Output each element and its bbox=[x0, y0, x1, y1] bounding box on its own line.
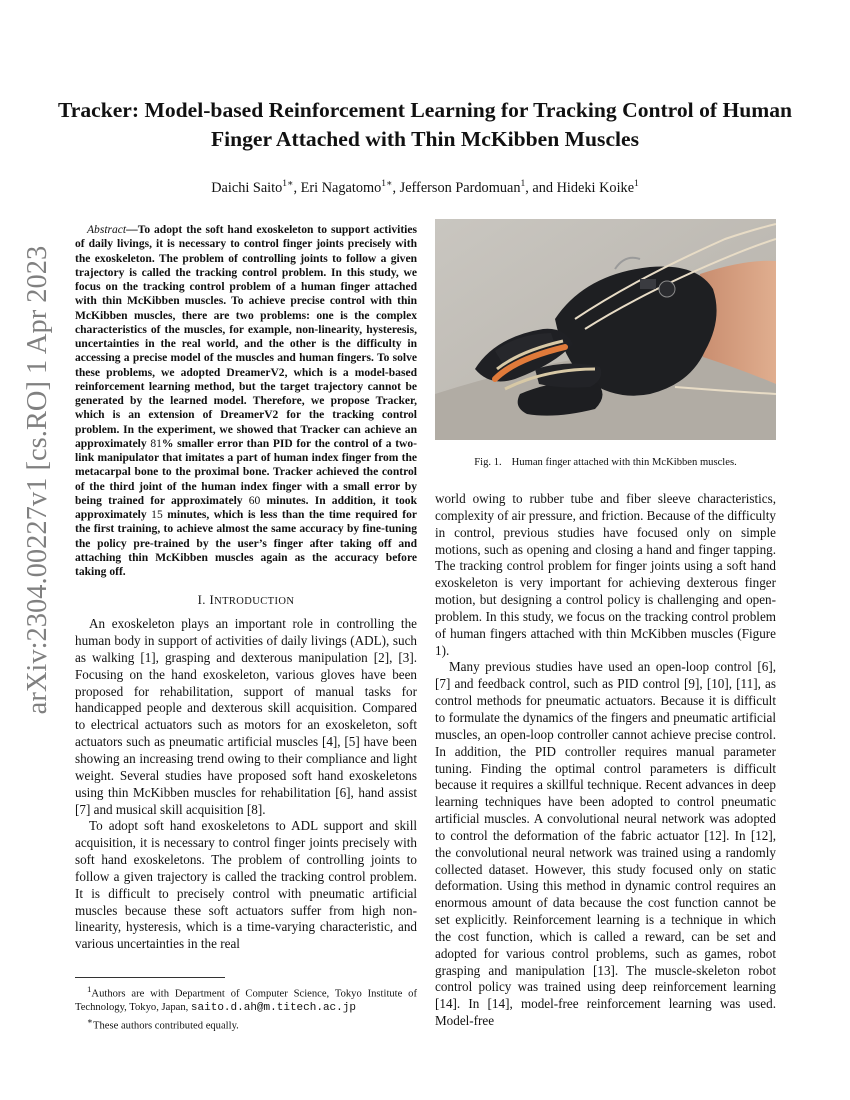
abstract-text: % smaller error than PID for the control of a two-link manipulator that imitates a part of human index finger from the metacarpal bone to the proximal bone. Tracker achieved the control of the third joint of the human index finger with a small error by being trained for approximately bbox=[75, 437, 417, 507]
paper-title: Tracker: Model-based Reinforcement Learning for Tracking Control of Human Finger Attached with Thin McKibben Muscles bbox=[57, 98, 793, 151]
author-email: saito.d.ah@m.titech.ac.jp bbox=[190, 1001, 356, 1014]
footnote-equal-contribution bbox=[75, 1015, 417, 1033]
author-affiliation-mark: 1 bbox=[520, 179, 526, 189]
author-affiliation-mark: 1∗ bbox=[381, 179, 393, 189]
arxiv-identifier-text: arXiv:2304.00227v1 [cs.RO] 1 Apr 2023 bbox=[22, 245, 53, 715]
left-column bbox=[75, 223, 417, 953]
gloved-hand-photo-illustration bbox=[435, 219, 776, 440]
author-affiliation-mark: 1 bbox=[634, 179, 639, 189]
figure-label: Fig. 1. bbox=[474, 457, 502, 468]
figure-1-caption bbox=[435, 456, 776, 469]
body-paragraph: world owing to rubber tube and fiber sleeve characteristics, complexity of air pressure, and friction. Because of the difficulty in control, previous studies have focused only on simple motions, such as opening and closing a hand and finger tapping. The tracking control problem for finger joints using a soft hand exoskeleton is very important for achieving dexterous finger motion, but designing a control policy is challenging and open-problem. In this study, we focus on the tracking control problem of human fingers attached with thin McKibben muscles (Figure 1). bbox=[435, 491, 776, 658]
right-column bbox=[435, 219, 776, 1030]
author-name: Hideki Koike bbox=[556, 179, 635, 196]
figure-caption-text: Human finger attached with thin McKibben muscles. bbox=[511, 457, 737, 468]
author-name: Daichi Saito bbox=[211, 179, 283, 196]
footnote-affiliation bbox=[75, 983, 417, 1015]
abstract-number: 81 bbox=[150, 437, 162, 450]
abstract-number: 15 bbox=[151, 509, 163, 521]
footnote-mark: 1 bbox=[87, 984, 92, 994]
abstract-text: minutes. In addition, it took approximately bbox=[75, 494, 417, 521]
author-separator: , and bbox=[525, 179, 557, 196]
author-affiliation-mark: 1∗ bbox=[282, 179, 294, 189]
footnote-rule bbox=[75, 977, 225, 978]
arxiv-identifier bbox=[16, 245, 60, 715]
section-heading-introduction bbox=[75, 593, 417, 608]
author-separator: , bbox=[293, 179, 301, 196]
abstract-number: 60 bbox=[248, 494, 261, 507]
footnote-equal-text: These authors contributed equally. bbox=[93, 1020, 239, 1032]
section-number: I. bbox=[197, 593, 206, 608]
abstract-text: minutes, which is less than the time required for the first training, to achieve almost the same accuracy by fine-tuning the policy pre-trained by the user’s finger after taking off and attaching thin McKibben muscles again as the accuracy before taking off. bbox=[75, 509, 417, 578]
body-paragraph: An exoskeleton plays an important role in controlling the human body in support of activities of daily livings (ADL), such as walking [1], grasping and dexterous manipulation [2], [3]. Focusing on the hand exoskeleton, various gloves have been proposed for rehabilitation, support of manual tasks for handicapped people and dexterous skill acquisition. Compared to electrical actuators such as motors for an exoskeleton, soft actuators such as pneumatic artificial muscles [4], [5] have been showing an increasing trend owing to their compliance and light weight. Several studies have proposed soft hand exoskeletons using thin McKibben muscles for rehabilitation [6], hand assist [7] and musical skill acquisition [8]. bbox=[75, 616, 417, 817]
abstract-dash: — bbox=[126, 224, 138, 236]
author-name: Jefferson Pardomuan bbox=[399, 179, 521, 196]
body-paragraph: Many previous studies have used an open-loop control [6], [7] and feedback control, such as PID control [9], [10], [11], as control methods for pneumatic actuators. Because it is difficult to formulate the dynamics of the fingers and pneumatic artificial muscles, an open-loop controller cannot achieve precise control. In addition, the PID controller requires manual parameter tuning. Finding the optimal control parameters is difficult because it requires a skillful technique. Recent advances in deep learning techniques have been adopted to control pneumatic artificial muscles. A convolutional neural network was adopted to control the deformation of the fabric actuator [12]. In [12], the convolutional neural network was trained using a randomly collected dataset. However, this study focused only on static deformation. Using this method in dynamic control requires an enormous amount of data because the cost function cannot be set explicitly. Reinforcement learning is a technique in which the cost function, which is called a reward, can be set and adopted for various control problems, such as games, robot grasping and manipulation [13]. The muscle-skeleton robot control policy was trained using deep reinforcement learning [14]. In [14], model-free reinforcement learning was used. Model-free bbox=[435, 659, 776, 1029]
author-separator: , bbox=[392, 179, 400, 196]
abstract-text: To adopt the soft hand exoskeleton to support activities of daily livings, it is necessary to control finger joints precisely with the exoskeleton. The problem of controlling joints to follow a given trajectory is called the tracking control problem. In this study, we focus on the tracking control problem of a human finger attached with thin McKibben muscles. To achieve precise control with thin McKibben muscles, there are two problems: one is the complex characteristics of the muscles, for example, non-linearity, hysteresis, uncertainties in the real world, and the other is the difficulty in accessing a precise model of the muscles and human fingers. To solve these problems, we adopted DreamerV2, which is a model-based reinforcement learning method, but the target trajectory cannot be generated by the learned model. Therefore, we propose Tracker, which is an extension of DreamerV2 for the tracking control problem. In the experiment, we showed that Tracker can achieve an approximately bbox=[75, 224, 417, 450]
section-title-initial: I bbox=[209, 593, 215, 608]
section-title-rest: NTRODUCTION bbox=[214, 596, 295, 608]
footnotes bbox=[75, 983, 417, 1032]
author-list bbox=[40, 175, 810, 197]
figure-1-photo bbox=[435, 219, 776, 440]
footnote-affiliation-text: Authors are with Department of Computer Science, Tokyo Institute of Technology, Tokyo, Japan, bbox=[75, 988, 417, 1013]
footnote-mark: ∗ bbox=[87, 1015, 94, 1026]
body-paragraph: To adopt soft hand exoskeletons to ADL support and skill acquisition, it is necessary to control finger joints precisely with soft hand exoskeletons. The problem of controlling joints to follow a given trajectory is called the tracking control problem. It is difficult to precisely control with pneumatic artificial muscles because these soft actuators suffer from high non-linearity, hysteresis, which is a time-varying characteristic, and various uncertainties in the real bbox=[75, 818, 417, 952]
author-name: Eri Nagatomo bbox=[300, 179, 382, 196]
abstract bbox=[75, 223, 417, 579]
abstract-label: Abstract bbox=[87, 224, 127, 236]
